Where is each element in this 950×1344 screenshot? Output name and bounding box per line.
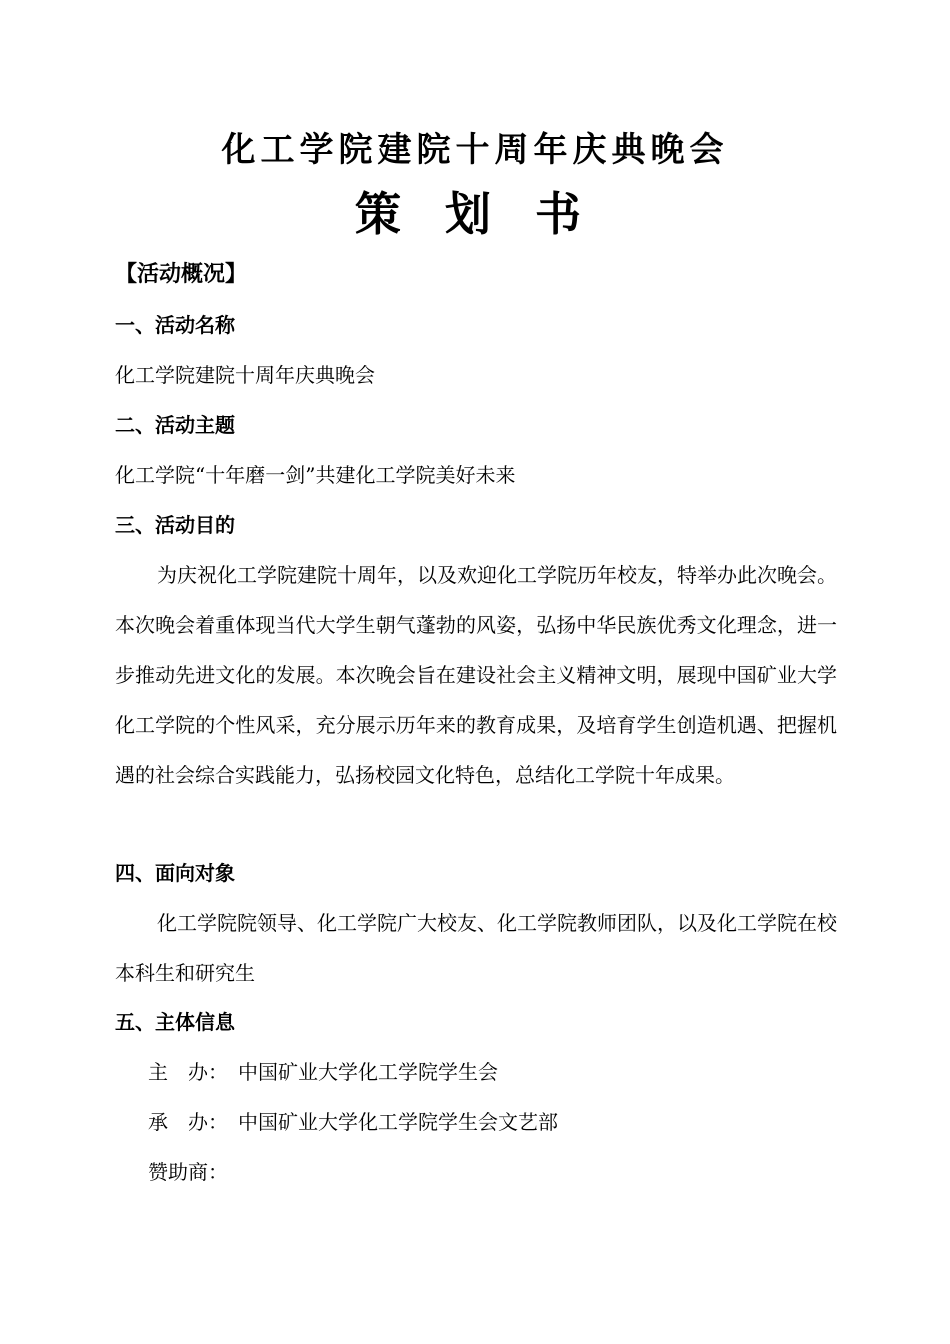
host-label: 主 办： <box>148 1060 228 1084</box>
section-heading-theme: 二、活动主题 <box>115 413 235 437</box>
section-text-name: 化工学院建院十周年庆典晚会 <box>115 363 375 387</box>
section-heading-audience: 四、面向对象 <box>115 861 235 885</box>
section-text-theme: 化工学院“十年磨一剑”共建化工学院美好未来 <box>115 463 516 487</box>
document-title: 化工学院建院十周年庆典晚会 <box>221 130 729 170</box>
overview-heading: 【活动概况】 <box>115 262 248 287</box>
host-row <box>148 1057 498 1087</box>
sponsor-row <box>148 1157 238 1187</box>
undertaker-label: 承 办： <box>148 1110 228 1134</box>
undertaker-row <box>148 1107 558 1137</box>
sponsor-label: 赞助商： <box>148 1160 228 1184</box>
host-value: 中国矿业大学化工学院学生会 <box>238 1060 498 1084</box>
section-heading-organizers: 五、主体信息 <box>115 1010 235 1034</box>
document-subtitle: 策划书 <box>355 187 625 241</box>
section-heading-name: 一、活动名称 <box>115 313 235 337</box>
section-text-purpose: 为庆祝化工学院建院十周年，以及欢迎化工学院历年校友，特举办此次晚会。本次晚会着重体现当代大学生朝气蓬勃的风姿，弘扬中华民族优秀文化理念，进一步推动先进文化的发展。本次晚会旨在建设社会主义精神文明，展现中国矿业大学化工学院的个性风采，充分展示历年来的教育成果，及培育学生创造机遇、把握机遇的社会综合实践能力，弘扬校园文化特色，总结化工学院十年成果。 <box>115 563 837 787</box>
section-heading-purpose: 三、活动目的 <box>115 513 235 537</box>
section-text-audience: 化工学院院领导、化工学院广大校友、化工学院教师团队，以及化工学院在校本科生和研究生 <box>115 911 837 985</box>
undertaker-value: 中国矿业大学化工学院学生会文艺部 <box>238 1110 558 1134</box>
